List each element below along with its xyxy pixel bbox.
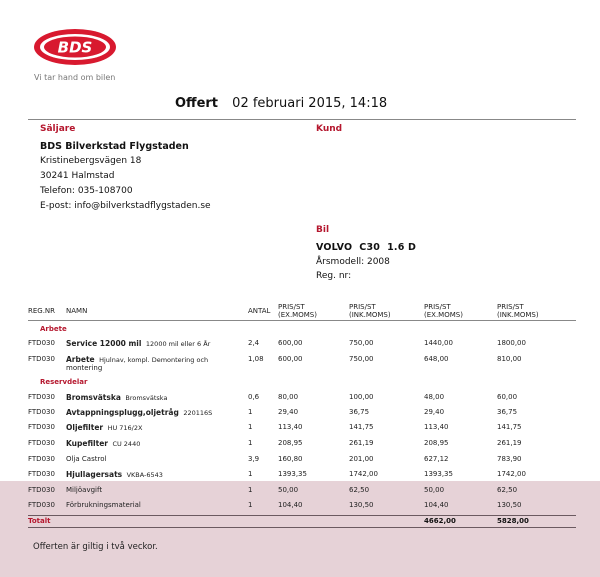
cell-reg: FTD030 xyxy=(28,501,55,509)
car-block xyxy=(316,241,416,283)
cell-price1: 80,00 xyxy=(278,393,299,401)
item-name: Hjullagersats xyxy=(66,470,123,479)
group-labor: Arbete xyxy=(40,325,67,333)
cell-price4: 62,50 xyxy=(497,486,518,494)
col-price3-b: (EX.MOMS) xyxy=(424,311,463,319)
cell-price2: 62,50 xyxy=(349,486,370,494)
cell-reg: FTD030 xyxy=(28,423,55,431)
item-name: Service 12000 mil xyxy=(66,339,142,348)
cell-price4: 60,00 xyxy=(497,393,518,401)
cell-price3: 48,00 xyxy=(424,393,445,401)
item-name: Kupefilter xyxy=(66,439,108,448)
cell-price4: 130,50 xyxy=(497,501,522,509)
col-name: NAMN xyxy=(66,307,88,315)
bds-logo xyxy=(33,28,117,66)
cell-qty: 1 xyxy=(248,486,253,494)
item-desc: CU 2440 xyxy=(112,440,141,448)
col-price1-a: PRIS/ST xyxy=(278,303,305,311)
cell-reg: FTD030 xyxy=(28,339,55,347)
cell-price4: 1800,00 xyxy=(497,339,526,347)
cell-price1: 600,00 xyxy=(278,355,303,363)
cell-price2: 750,00 xyxy=(349,339,374,347)
cell-price2: 261,19 xyxy=(349,439,374,447)
cell-qty: 1 xyxy=(248,408,253,416)
cell-name: Miljöavgift xyxy=(66,486,103,494)
highlight-band xyxy=(0,481,600,577)
cell-price2: 201,00 xyxy=(349,455,374,463)
total-label: Totalt xyxy=(28,517,51,525)
cell-name xyxy=(66,393,167,402)
cell-price3: 1440,00 xyxy=(424,339,453,347)
item-name: Avtappningsplugg,oljetråg xyxy=(66,408,179,417)
seller-block xyxy=(40,139,211,214)
offer-header xyxy=(175,96,387,111)
cell-price1: 1393,35 xyxy=(278,470,307,478)
cell-price2: 750,00 xyxy=(349,355,374,363)
cell-name xyxy=(66,408,212,417)
cell-price1: 50,00 xyxy=(278,486,299,494)
seller-email: E-post: info@bilverkstadflygstaden.se xyxy=(40,201,211,211)
car-model: VOLVO C30 1.6 D xyxy=(316,242,417,253)
item-name: Bromsvätska xyxy=(66,393,121,402)
cell-price3: 648,00 xyxy=(424,355,449,363)
cell-qty: 1,08 xyxy=(248,355,264,363)
logo-text: BDS xyxy=(57,38,93,57)
cell-price3: 113,40 xyxy=(424,423,449,431)
cell-price1: 600,00 xyxy=(278,339,303,347)
seller-name: BDS Bilverkstad Flygstaden xyxy=(40,141,189,152)
cell-name xyxy=(66,339,210,348)
seller-phone: Telefon: 035-108700 xyxy=(40,186,133,196)
cell-price1: 113,40 xyxy=(278,423,303,431)
cell-price2: 1742,00 xyxy=(349,470,378,478)
customer-heading: Kund xyxy=(316,124,343,134)
item-desc-cont: montering xyxy=(66,364,103,372)
cell-qty: 1 xyxy=(248,423,253,431)
cell-price3: 50,00 xyxy=(424,486,445,494)
cell-reg: FTD030 xyxy=(28,439,55,447)
brand-tagline: Vi tar hand om bilen xyxy=(34,73,116,82)
col-price4-a: PRIS/ST xyxy=(497,303,524,311)
col-price1-b: (EX.MOMS) xyxy=(278,311,317,319)
cell-price4: 261,19 xyxy=(497,439,522,447)
item-desc: Bromsvätska xyxy=(125,394,168,402)
total-row xyxy=(28,515,576,528)
item-name: Oljefilter xyxy=(66,423,104,432)
cell-price1: 29,40 xyxy=(278,408,299,416)
header-divider xyxy=(28,119,576,120)
cell-price4: 36,75 xyxy=(497,408,518,416)
cell-reg: FTD030 xyxy=(28,486,55,494)
cell-qty: 1 xyxy=(248,470,253,478)
cell-price4: 783,90 xyxy=(497,455,522,463)
car-heading: Bil xyxy=(316,225,330,235)
seller-heading: Säljare xyxy=(40,124,76,134)
col-price3-a: PRIS/ST xyxy=(424,303,451,311)
cell-qty: 1 xyxy=(248,439,253,447)
offer-title: Offert xyxy=(175,96,219,111)
cell-reg: FTD030 xyxy=(28,408,55,416)
cell-price2: 130,50 xyxy=(349,501,374,509)
cell-price2: 100,00 xyxy=(349,393,374,401)
cell-price3: 208,95 xyxy=(424,439,449,447)
item-name: Arbete xyxy=(66,355,95,364)
cell-name: Förbrukningsmaterial xyxy=(66,501,141,509)
cell-price3: 1393,35 xyxy=(424,470,453,478)
cell-price3: 104,40 xyxy=(424,501,449,509)
cell-name xyxy=(66,470,163,479)
cell-qty: 1 xyxy=(248,501,253,509)
cell-price3: 29,40 xyxy=(424,408,445,416)
table-header-divider xyxy=(28,320,576,321)
cell-price1: 160,80 xyxy=(278,455,303,463)
cell-reg: FTD030 xyxy=(28,455,55,463)
cell-price1: 104,40 xyxy=(278,501,303,509)
cell-price4: 810,00 xyxy=(497,355,522,363)
seller-city: 30241 Halmstad xyxy=(40,171,115,181)
cell-qty: 3,9 xyxy=(248,455,260,463)
cell-reg: FTD030 xyxy=(28,470,55,478)
cell-qty: 2,4 xyxy=(248,339,260,347)
col-reg: REG.NR xyxy=(28,307,56,315)
total-ink-moms: 5828,00 xyxy=(497,517,529,525)
cell-reg: FTD030 xyxy=(28,355,55,363)
total-ex-moms: 4662,00 xyxy=(424,517,456,525)
cell-price2: 141,75 xyxy=(349,423,374,431)
item-desc: HU 716/2X xyxy=(107,424,143,432)
cell-reg: FTD030 xyxy=(28,393,55,401)
cell-name xyxy=(66,439,140,448)
car-reg: Reg. nr: xyxy=(316,271,352,281)
item-desc: 12000 mil eller 6 År xyxy=(145,340,211,348)
col-price4-b: (INK.MOMS) xyxy=(497,311,539,319)
cell-price1: 208,95 xyxy=(278,439,303,447)
cell-name: Olja Castrol xyxy=(66,455,107,463)
cell-qty: 0,6 xyxy=(248,393,260,401)
item-desc: VKBA-6543 xyxy=(126,471,163,479)
item-desc: Hjulnav, kompl. Demontering och xyxy=(99,356,209,364)
col-price2-a: PRIS/ST xyxy=(349,303,376,311)
cell-price2: 36,75 xyxy=(349,408,370,416)
cell-name xyxy=(66,423,142,432)
group-parts: Reservdelar xyxy=(40,378,88,386)
col-price2-b: (INK.MOMS) xyxy=(349,311,391,319)
cell-price3: 627,12 xyxy=(424,455,449,463)
col-qty: ANTAL xyxy=(248,307,271,315)
cell-name xyxy=(66,355,208,364)
car-year: Årsmodell: 2008 xyxy=(316,257,390,267)
offer-date: 02 februari 2015, 14:18 xyxy=(232,96,388,111)
cell-price4: 141,75 xyxy=(497,423,522,431)
seller-street: Kristinebergsvägen 18 xyxy=(40,156,142,166)
cell-price4: 1742,00 xyxy=(497,470,526,478)
item-desc: 220116S xyxy=(183,409,213,417)
validity-note: Offerten är giltig i två veckor. xyxy=(33,542,158,552)
